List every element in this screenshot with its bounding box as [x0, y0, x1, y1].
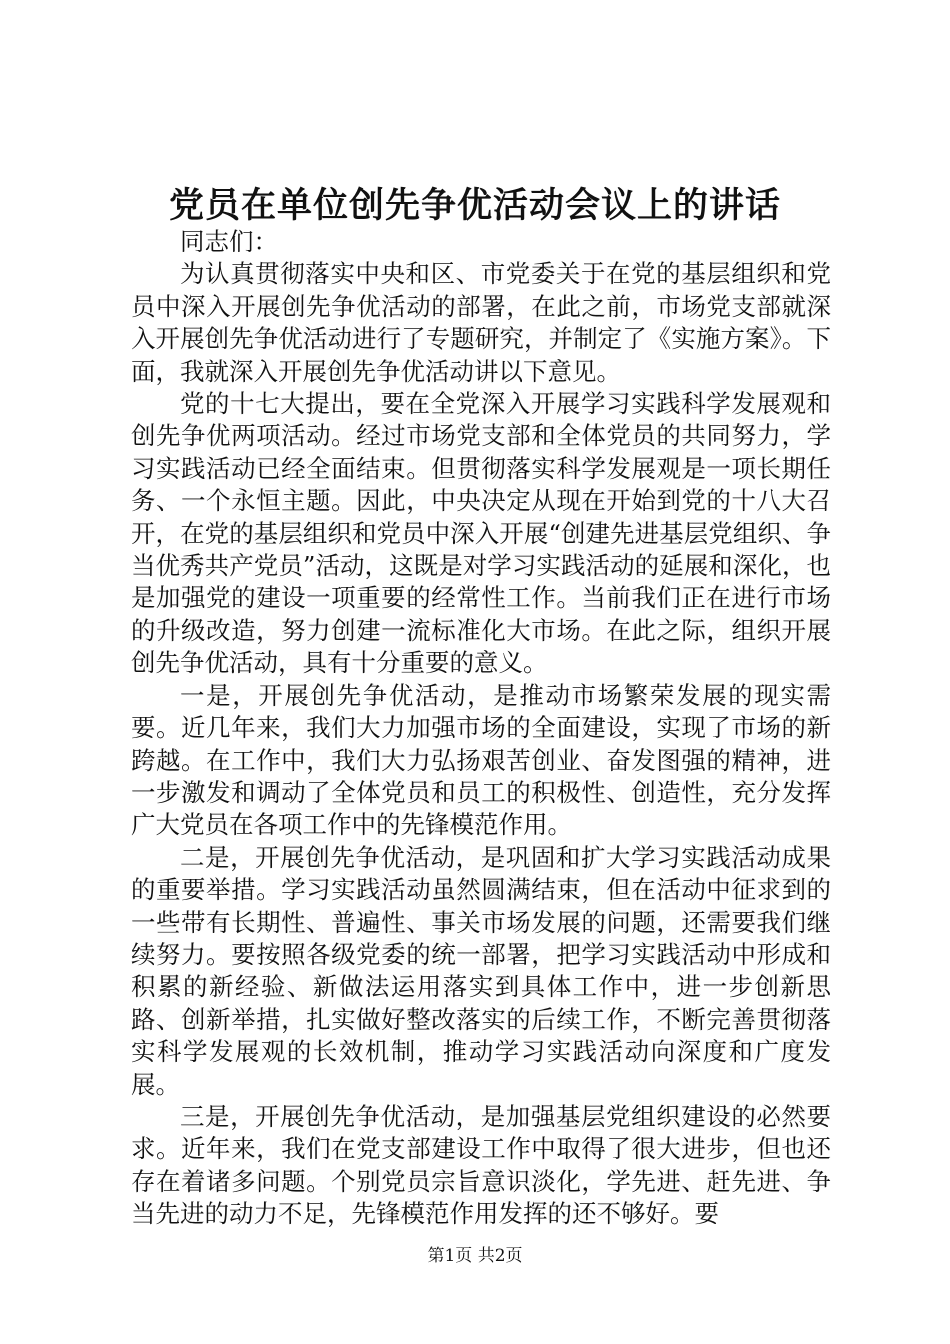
- paragraph-point-three: 三是，开展创先争优活动，是加强基层党组织建设的必然要求。近年来，我们在党支部建设工作中取得了很大进步，但也还存在着诸多问题。个别党员宗旨意识淡化，学先进、赶先进、争当先进的动力不足，先锋模范作用发挥的还不够好。要: [131, 1101, 831, 1229]
- document-body: [131, 226, 831, 1231]
- salutation: 同志们：: [180, 227, 278, 256]
- paragraph-point-one: 一是，开展创先争优活动，是推动市场繁荣发展的现实需要。近几年来，我们大力加强市场的全面建设，实现了市场的新跨越。在工作中，我们大力弘扬艰苦创业、奋发图强的精神，进一步激发和调动了全体党员和员工的积极性、创造性，充分发挥广大党员在各项工作中的先锋模范作用。: [131, 680, 831, 840]
- paragraph-point-two: 二是，开展创先争优活动，是巩固和扩大学习实践活动成果的重要举措。学习实践活动虽然圆满结束，但在活动中征求到的一些带有长期性、普遍性、事关市场发展的问题，还需要我们继续努力。要按照各级党委的统一部署，把学习实践活动中形成和积累的新经验、新做法运用落实到具体工作中，进一步创新思路、创新举措，扎实做好整改落实的后续工作，不断完善贯彻落实科学发展观的长效机制，推动学习实践活动向深度和广度发展。: [131, 842, 831, 1099]
- page-footer: 第1页 共2页: [427, 1246, 523, 1266]
- paragraph-background: 党的十七大提出，要在全党深入开展学习实践科学发展观和创先争优两项活动。经过市场党支部和全体党员的共同努力，学习实践活动已经全面结束。但贯彻落实科学发展观是一项长期任务、一个永恒主题。因此，中央决定从现在开始到党的十八大召开，在党的基层组织和党员中深入开展“创建先进基层党组织、争当优秀共产党员”活动，这既是对学习实践活动的延展和深化，也是加强党的建设一项重要的经常性工作。当前我们正在进行市场的升级改造，努力创建一流标准化大市场。在此之际，组织开展创先争优活动，具有十分重要的意义。: [131, 389, 831, 678]
- document-title: 党员在单位创先争优活动会议上的讲话: [168, 185, 781, 226]
- paragraph-intro: 为认真贯彻落实中央和区、市党委关于在党的基层组织和党员中深入开展创先争优活动的部署，在此之前，市场党支部就深入开展创先争优活动进行了专题研究，并制定了《实施方案》。下面，我就深入开展创先争优活动讲以下意见。: [131, 259, 831, 386]
